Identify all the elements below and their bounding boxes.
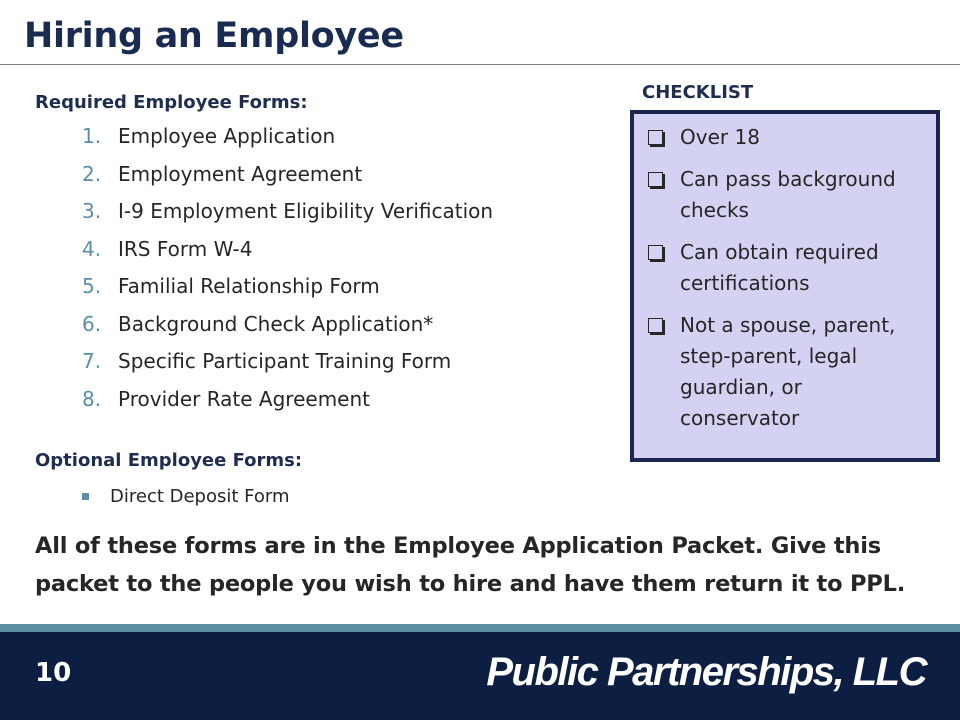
optional-forms-list: [82, 486, 290, 507]
list-item-label: Specific Participant Training Form: [118, 349, 452, 373]
list-item-label: IRS Form W-4: [118, 236, 253, 261]
list-item: [82, 199, 493, 237]
square-bullet-icon: [82, 493, 89, 500]
checklist-item: [648, 310, 918, 434]
list-number: 7.: [82, 349, 102, 373]
optional-forms-heading: Optional Employee Forms:: [35, 450, 303, 471]
list-item-label: Employment Agreement: [118, 161, 363, 186]
checkbox-icon: [648, 172, 663, 187]
checkbox-icon: [648, 130, 663, 145]
list-item: [82, 349, 493, 387]
required-forms-list: [82, 124, 493, 424]
list-number: 5.: [82, 274, 102, 298]
list-item: [82, 312, 493, 350]
company-logo: Public Partnerships, LLC: [486, 650, 926, 694]
list-item-label: Familial Relationship Form: [118, 274, 380, 298]
checklist-item-label: Can obtain required certifications: [680, 240, 879, 295]
list-number: 2.: [82, 161, 102, 186]
checklist-heading: CHECKLIST: [642, 82, 754, 103]
list-item: [82, 274, 493, 312]
checkbox-icon: [648, 245, 663, 260]
checklist-item-label: Not a spouse, parent, step-parent, legal guardian, or conservator: [680, 313, 896, 430]
checklist-item: [648, 122, 918, 153]
summary-text: All of these forms are in the Employee Application Packet. Give this packet to the people you wish to hire and have them return it to PPL.: [35, 533, 906, 597]
checklist-item-label: Over 18: [680, 125, 760, 149]
list-item: [82, 237, 493, 275]
footer: [0, 632, 960, 720]
list-item: [82, 387, 493, 425]
checklist-box: [630, 110, 940, 462]
required-forms-heading: Required Employee Forms:: [35, 92, 308, 113]
checklist-item-label: Can pass background checks: [680, 167, 896, 222]
footer-stripe: [0, 624, 960, 632]
list-number: 4.: [82, 236, 102, 261]
page-title: Hiring an Employee: [24, 16, 404, 56]
list-number: 3.: [82, 199, 102, 223]
checklist-items: [634, 114, 936, 434]
list-number: 8.: [82, 386, 102, 411]
list-number: 6.: [82, 311, 102, 336]
list-item-label: Employee Application: [118, 124, 336, 148]
checklist-item: [648, 164, 918, 226]
list-item-label: Direct Deposit Form: [110, 486, 290, 507]
checklist-item: [648, 237, 918, 299]
list-item: [82, 124, 493, 162]
list-item: [82, 162, 493, 200]
list-item: [82, 486, 290, 507]
title-divider: [0, 64, 960, 65]
list-item-label: I-9 Employment Eligibility Verification: [118, 199, 494, 223]
list-item-label: Provider Rate Agreement: [118, 386, 370, 411]
list-number: 1.: [82, 124, 102, 148]
checkbox-icon: [648, 318, 663, 333]
list-item-label: Background Check Application*: [118, 311, 434, 336]
page-number: 10: [35, 658, 72, 688]
